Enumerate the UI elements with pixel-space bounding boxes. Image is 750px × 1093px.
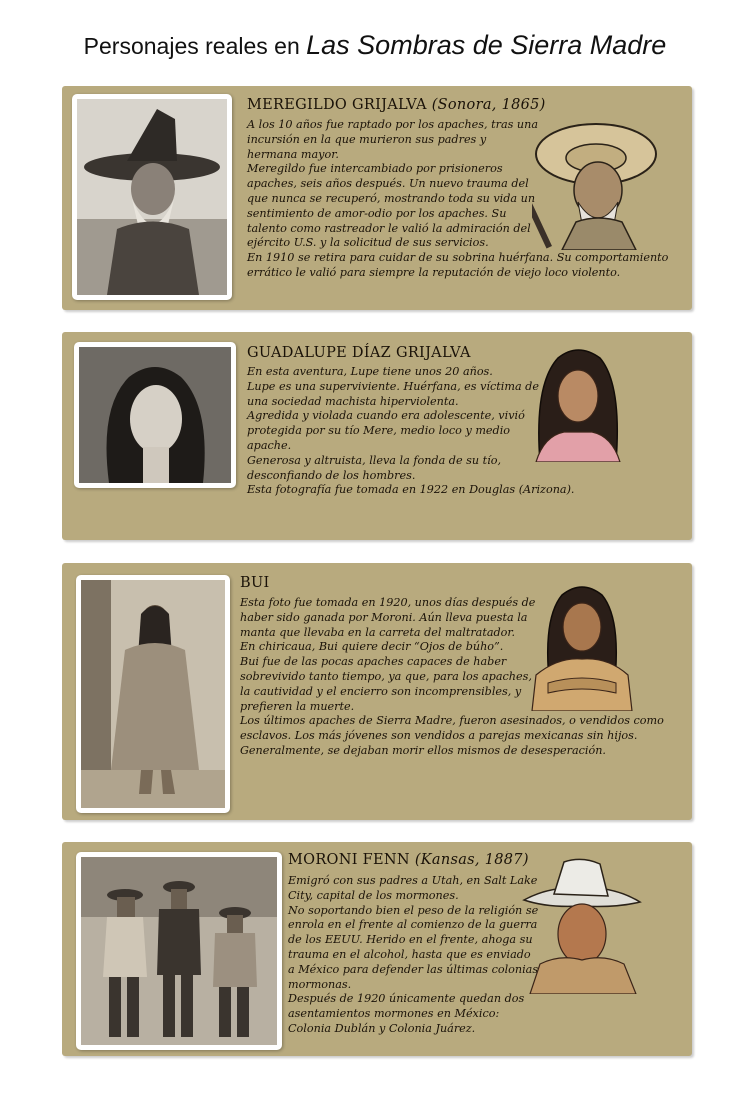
character-name-bui: BUI	[240, 575, 270, 591]
bio-paragraph: Esta foto fue tomada en 1920, unos días después de haber sido ganada por Moroni. Aún lleva puesta la manta que llevaba en la carreta del maltratador.	[240, 596, 536, 639]
bio-paragraph: Lupe es una superviviente. Huérfana, es víctima de una sociedad machista hiperviolenta.	[247, 379, 539, 408]
comic-portrait-moroni	[520, 856, 642, 998]
bio-paragraph: Emigró con sus padres a Utah, en Salt Lake City, capital de los mormones.	[288, 874, 538, 902]
bio-paragraph: Agredida y violada cuando era adolescente, vivió protegida por su tío Mere, medio loco y medio apache.	[247, 409, 525, 452]
bio-paragraph: En 1910 se retira para cuidar de su sobrina huérfana. Su comportamiento errático le valió para siempre la reputación de viejo loco violento.	[247, 251, 669, 279]
bio-paragraph: Bui fue de las pocas apaches capaces de haber sobrevivido tanto tiempo, ya que, para los apaches, la cautividad y el encierro son incomprensibles, y prefieren la muerte.	[240, 655, 532, 713]
bio-paragraph: Meregildo fue intercambiado por prisioneros apaches, seis años después. Un nuevo trauma del que nunca se recuperó, mostrando toda su vida un sentimiento de amor-odio por los apaches. Su talento como rastreador le valió la admiración del ejército U.S. y la solicitud de sus servicios.	[247, 162, 536, 250]
page-title-book-name: Las Sombras de Sierra Madre	[306, 30, 667, 60]
bio-paragraph: No soportando bien el peso de la religión se enrola en el frente al comienzo de la guerra de los EEUU. Herido en el frente, ahoga su trauma en el alcohol, hasta que es enviado a México para defender las últimas colonias mormonas.	[288, 903, 539, 991]
character-card-guadalupe	[62, 332, 692, 540]
bio-paragraph: Después de 1920 únicamente quedan dos asentamientos mormones en México: Colonia Dublán y Colonia Juárez.	[288, 992, 525, 1035]
character-card-moroni	[62, 842, 692, 1056]
character-name-meregildo: MEREGILDO GRIJALVA (Sonora, 1865)	[247, 97, 546, 113]
bio-paragraph: En esta aventura, Lupe tiene unos 20 años.	[247, 365, 493, 378]
bio-paragraph: Esta fotografía fue tomada en 1922 en Douglas (Arizona).	[247, 483, 575, 497]
photo-bui	[76, 575, 230, 813]
comic-portrait-meregildo	[532, 114, 658, 254]
comic-portrait-guadalupe	[528, 344, 628, 466]
photo-moroni	[76, 852, 282, 1050]
character-card-meregildo	[62, 86, 692, 310]
character-name-guadalupe: GUADALUPE DÍAZ GRIJALVA	[247, 345, 471, 361]
page-title	[0, 30, 750, 61]
photo-guadalupe	[74, 342, 236, 488]
page-title-prefix: Personajes reales en	[83, 33, 300, 59]
photo-meregildo	[72, 94, 232, 300]
bio-paragraph: Generosa y altruista, lleva la fonda de su tío, desconfiando de los hombres.	[247, 453, 502, 482]
character-bio-moroni	[288, 874, 540, 1037]
bio-paragraph: Los últimos apaches de Sierra Madre, fueron asesinados, o vendidos como esclavos. Los más jóvenes son vendidos a parejas mexicanas sin hijos. Generalmente, se dejaban morir ellos mismos de desesperación.	[240, 714, 664, 757]
bio-paragraph: En chiricaua, Bui quiere decir “Ojos de búho”.	[240, 640, 504, 654]
character-name-moroni: MORONI FENN (Kansas, 1887)	[288, 852, 529, 868]
comic-portrait-bui	[528, 579, 634, 715]
bio-paragraph: A los 10 años fue raptado por los apaches, tras una incursión en la que murieron sus padres y hermana mayor.	[247, 118, 539, 161]
character-card-bui	[62, 563, 692, 820]
